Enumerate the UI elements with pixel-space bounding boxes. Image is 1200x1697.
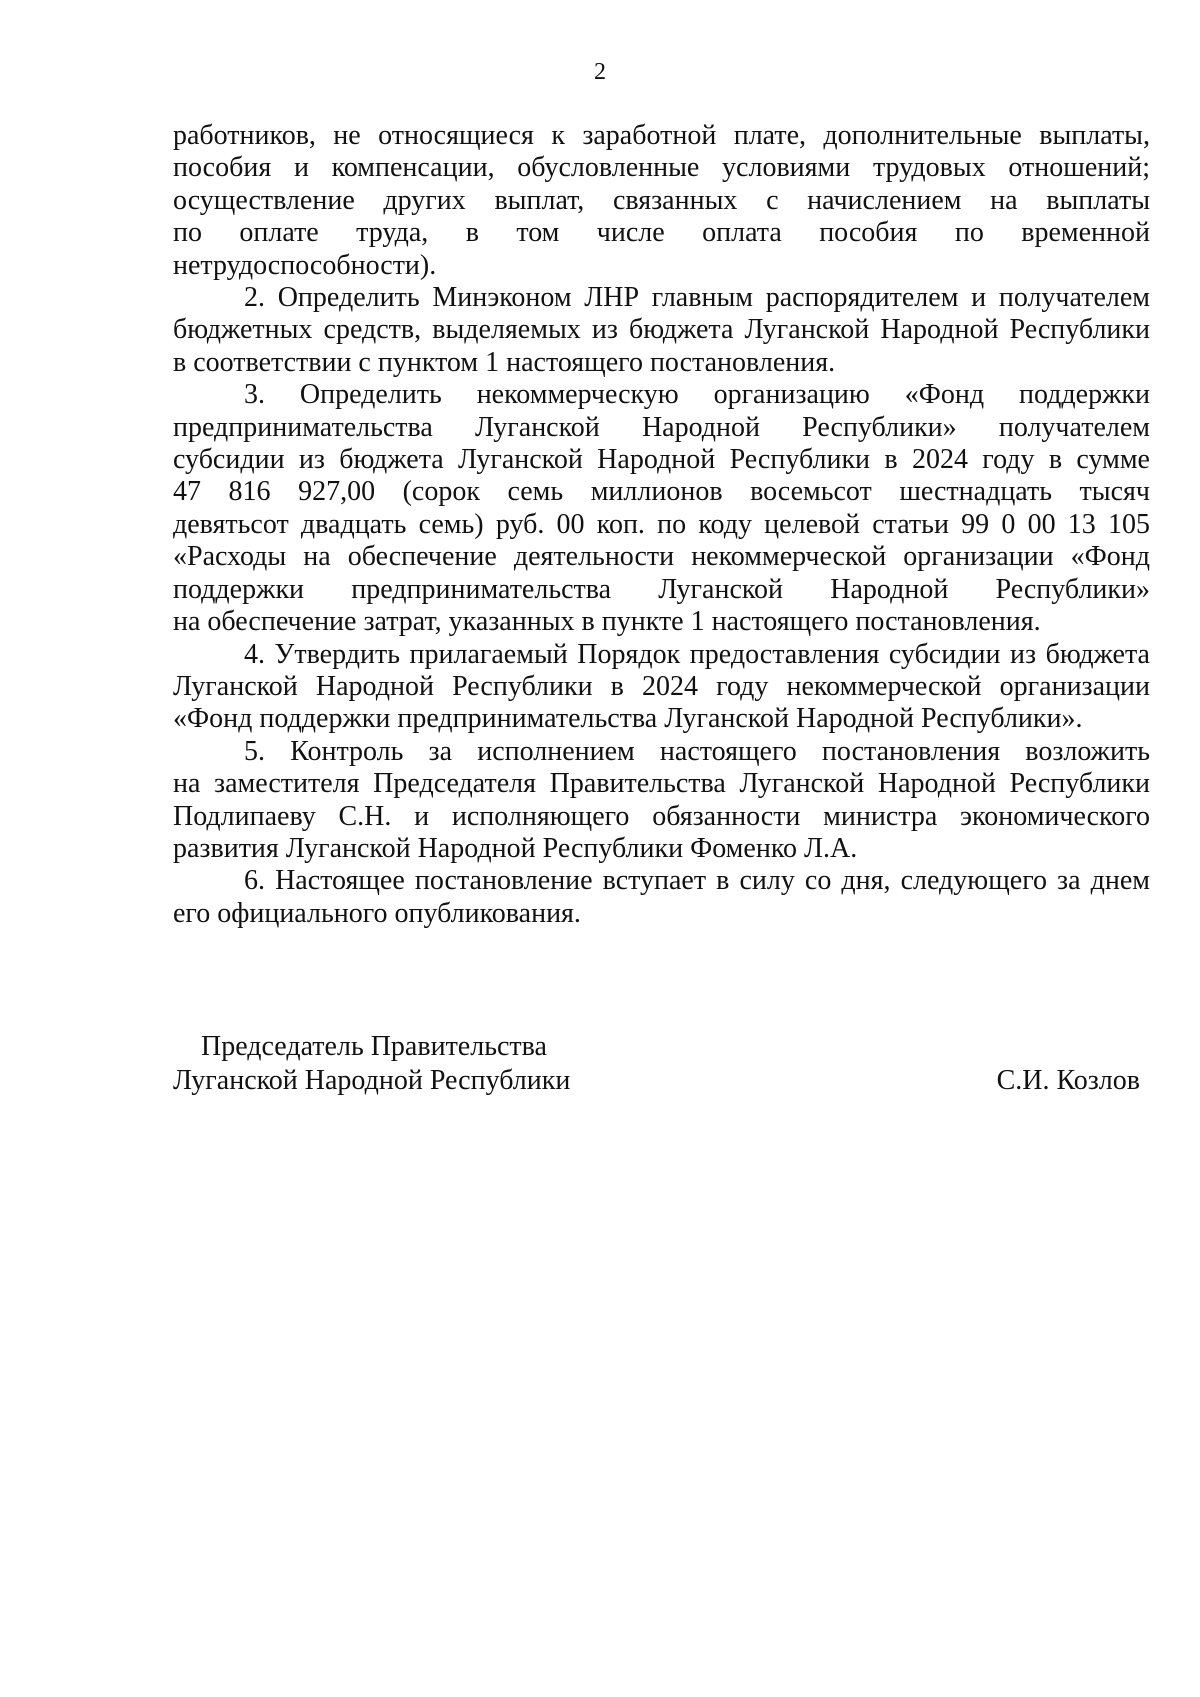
text-line: 2. Определить Минэконом ЛНР главным распорядителем и получателем <box>244 282 1150 314</box>
text-line: 6. Настоящее постановление вступает в силу со дня, следующего за днем <box>244 865 1150 897</box>
text-line: девятьсот двадцать семь) руб. 00 коп. по коду целевой статьи 99 0 00 13 105 <box>173 508 1150 540</box>
paragraph-4 <box>173 639 1150 736</box>
paragraph-2 <box>173 282 1150 379</box>
text-line: поддержки предпринимательства Луганской Народной Республики» <box>173 573 1150 605</box>
signature-block <box>173 1030 1150 1098</box>
text-line: на заместителя Председателя Правительства Луганской Народной Республики <box>173 768 1150 800</box>
text-line: «Фонд поддержки предпринимательства Луганской Народной Республики». <box>173 703 1083 735</box>
text-line: 47 816 927,00 (сорок семь миллионов восемьсот шестнадцать тысяч <box>173 476 1150 508</box>
signatory-position-line-2: Луганской Народной Республики <box>173 1065 571 1096</box>
paragraph-continuation <box>173 120 1150 282</box>
text-line: Подлипаеву С.Н. и исполняющего обязанности министра экономического <box>173 800 1150 832</box>
paragraph-3 <box>173 379 1150 638</box>
text-line: на обеспечение затрат, указанных в пункте 1 настоящего постановления. <box>173 606 1041 638</box>
text-line: работников, не относящиеся к заработной плате, дополнительные выплаты, <box>173 120 1150 151</box>
text-line: предпринимательства Луганской Народной Республики» получателем <box>173 411 1150 443</box>
page-number: 2 <box>594 59 606 85</box>
text-line: нетрудоспособности). <box>173 249 437 281</box>
text-line: осуществление других выплат, связанных с начислением на выплаты <box>173 184 1150 216</box>
text-line: по оплате труда, в том числе оплата пособия по временной <box>173 217 1150 249</box>
text-line: «Расходы на обеспечение деятельности некоммерческой организации «Фонд <box>173 541 1150 573</box>
text-line: его официального опубликования. <box>173 897 581 929</box>
document-body <box>173 120 1150 930</box>
text-line: пособия и компенсации, обусловленные условиями трудовых отношений; <box>173 152 1150 184</box>
text-line: бюджетных средств, выделяемых из бюджета Луганской Народной Республики <box>173 314 1150 346</box>
paragraph-6 <box>173 865 1150 930</box>
text-line: 3. Определить некоммерческую организацию «Фонд поддержки <box>244 379 1150 411</box>
text-line: в соответствии с пунктом 1 настоящего постановления. <box>173 346 836 378</box>
text-line: 5. Контроль за исполнением настоящего постановления возложить <box>244 735 1150 767</box>
signature-row <box>173 1064 1150 1098</box>
text-line: субсидии из бюджета Луганской Народной Республики в 2024 году в сумме <box>173 444 1150 476</box>
text-line: 4. Утвердить прилагаемый Порядок предоставления субсидии из бюджета <box>244 638 1150 670</box>
signatory-position-line-1: Председатель Правительства <box>201 1031 547 1062</box>
paragraph-5 <box>173 736 1150 866</box>
text-line: Луганской Народной Республики в 2024 году некоммерческой организации <box>173 670 1150 702</box>
signatory-name: С.И. Козлов <box>996 1065 1140 1096</box>
text-line: развития Луганской Народной Республики Фоменко Л.А. <box>173 832 858 864</box>
